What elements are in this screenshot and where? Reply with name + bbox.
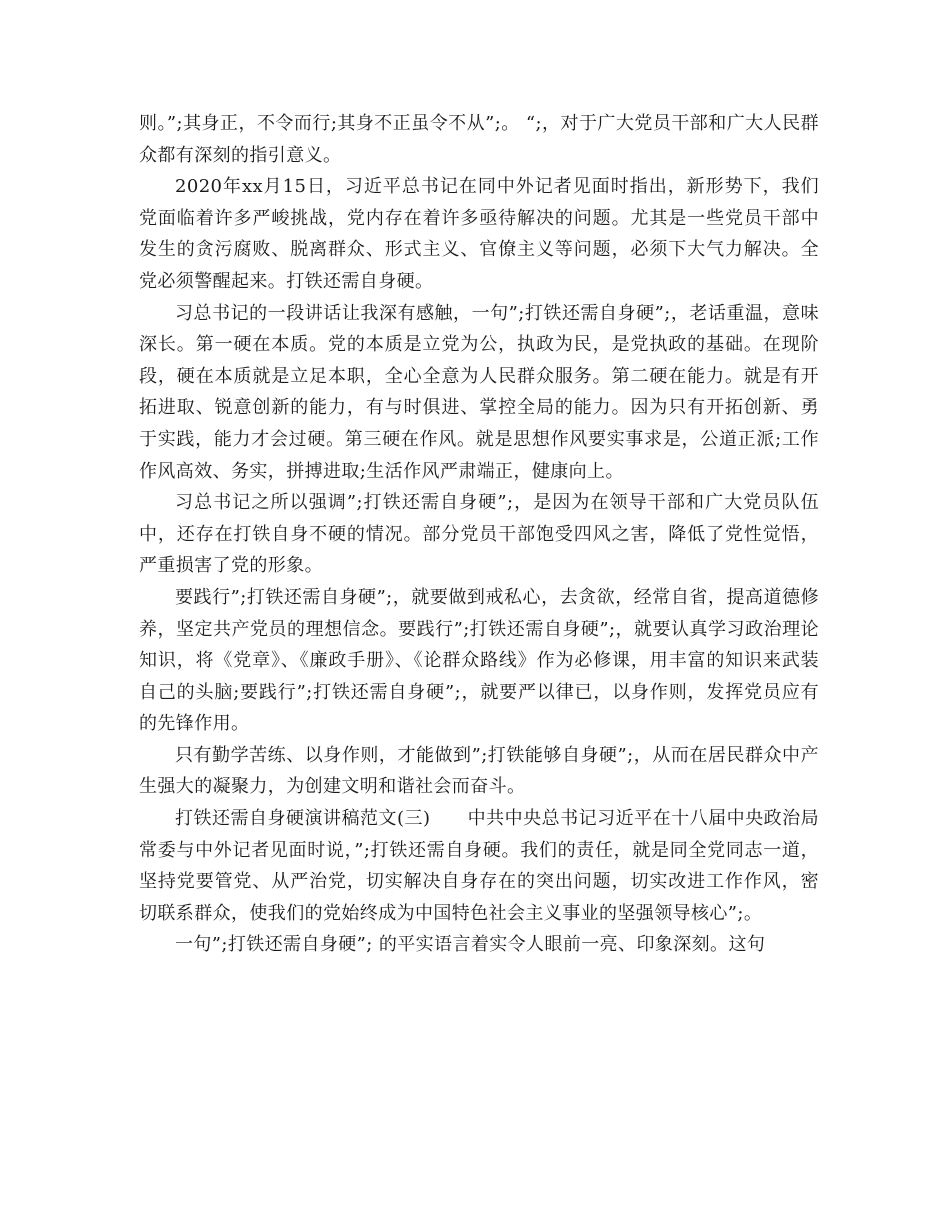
paragraph: 打铁还需自身硬演讲稿范文(三) 中共中央总书记习近平在十八届中央政治局常委与中外记者见面时说，”;打铁还需自身硬。我们的责任，就是同全党同志一道，坚持党要管党、从严治党，切实解决自身存在的突出问题，切实改进工作作风，密切联系群众，使我们的党始终成为中国特色社会主义事业的坚强领导核心”;。 [139, 808, 819, 924]
paragraph: 只有勤学苦练、以身作则，才能做到”;打铁能够自身硬”;，从而在居民群众中产生强大的凝聚力，为创建文明和谐社会而奋斗。 [139, 744, 819, 798]
paragraph: 要践行”;打铁还需自身硬”;，就要做到戒私心，去贪欲，经常自省，提高道德修养，坚定共产党员的理想信念。要践行”;打铁还需自身硬”;，就要认真学习政治理论知识，将《党章》、《廉政手册》、《论群众路线》作为必修课，用丰富的知识来武装自己的头脑;要践行”;打铁还需自身硬”;，就要严以律已，以身作则，发挥党员应有的先锋作用。 [139, 586, 819, 735]
paragraph: 一句”;打铁还需自身硬”; 的平实语言着实令人眼前一亮、印象深刻。这句 [175, 934, 766, 956]
document-body [139, 108, 819, 961]
paragraph: 习总书记之所以强调”;打铁还需自身硬”;，是因为在领导干部和广大党员队伍中，还存在打铁自身不硬的情况。部分党员干部饱受四风之害，降低了党性觉悟，严重损害了党的形象。 [139, 492, 819, 577]
paragraph: 习总书记的一段讲话让我深有感触，一句”;打铁还需自身硬”;，老话重温，意味深长。第一硬在本质。党的本质是立党为公，执政为民，是党执政的基础。在现阶段，硬在本质就是立足本职，全心全意为人民群众服务。第二硬在能力。就是有开拓进取、锐意创新的能力，有与时俱进、掌控全局的能力。因为只有开拓创新、勇于实践，能力才会过硬。第三硬在作风。就是思想作风要实事求是，公道正派;工作作风高效、务实，拼搏进取;生活作风严肃端正，健康向上。 [139, 302, 819, 482]
paragraph: 2020年xx月15日，习近平总书记在同中外记者见面时指出，新形势下，我们党面临着许多严峻挑战，党内存在着许多亟待解决的问题。尤其是一些党员干部中发生的贪污腐败、脱离群众、形式主义、官僚主义等问题，必须下大气力解决。全党必须警醒起来。打铁还需自身硬。 [139, 176, 819, 292]
paragraph: 则。”;其身正，不令而行;其身不正虽令不从”;。 “;，对于广大党员干部和广大人民群众都有深刻的指引意义。 [139, 113, 819, 166]
